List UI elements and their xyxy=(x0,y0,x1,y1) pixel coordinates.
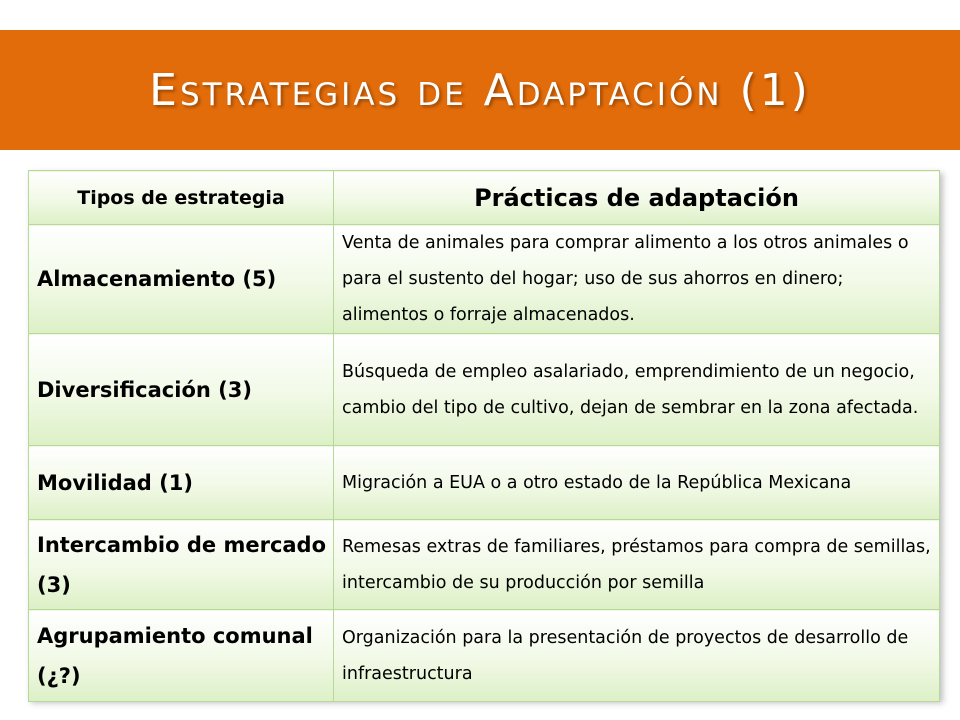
row-practica: Migración a EUA o a otro estado de la República Mexicana xyxy=(334,446,940,520)
table-row xyxy=(29,610,940,702)
row-tipo: Agrupamiento comunal (¿?) xyxy=(29,610,334,702)
row-practica: Remesas extras de familiares, préstamos para compra de semillas, intercambio de su producción por semilla xyxy=(334,520,940,610)
row-practica: Organización para la presentación de proyectos de desarrollo de infraestructura xyxy=(334,610,940,702)
title-band xyxy=(0,30,960,150)
strategies-table-container xyxy=(28,170,940,700)
table-row xyxy=(29,446,940,520)
header-cell-tipos: Tipos de estrategia xyxy=(29,171,334,225)
row-practica: Búsqueda de empleo asalariado, emprendimiento de un negocio, cambio del tipo de cultivo, dejan de sembrar en la zona afectada. xyxy=(334,334,940,446)
row-tipo: Almacenamiento (5) xyxy=(29,225,334,334)
row-tipo: Diversificación (3) xyxy=(29,334,334,446)
table-header-row xyxy=(29,171,940,225)
table-row xyxy=(29,520,940,610)
table-row xyxy=(29,334,940,446)
header-cell-practicas: Prácticas de adaptación xyxy=(334,171,940,225)
slide-title: Estrategias de Adaptación (1) xyxy=(149,64,811,116)
table-row xyxy=(29,225,940,334)
row-tipo: Intercambio de mercado (3) xyxy=(29,520,334,610)
row-tipo: Movilidad (1) xyxy=(29,446,334,520)
row-practica: Venta de animales para comprar alimento a los otros animales o para el sustento del hogar; uso de sus ahorros en dinero; alimentos o forraje almacenados. xyxy=(334,225,940,334)
strategies-table xyxy=(28,170,940,702)
